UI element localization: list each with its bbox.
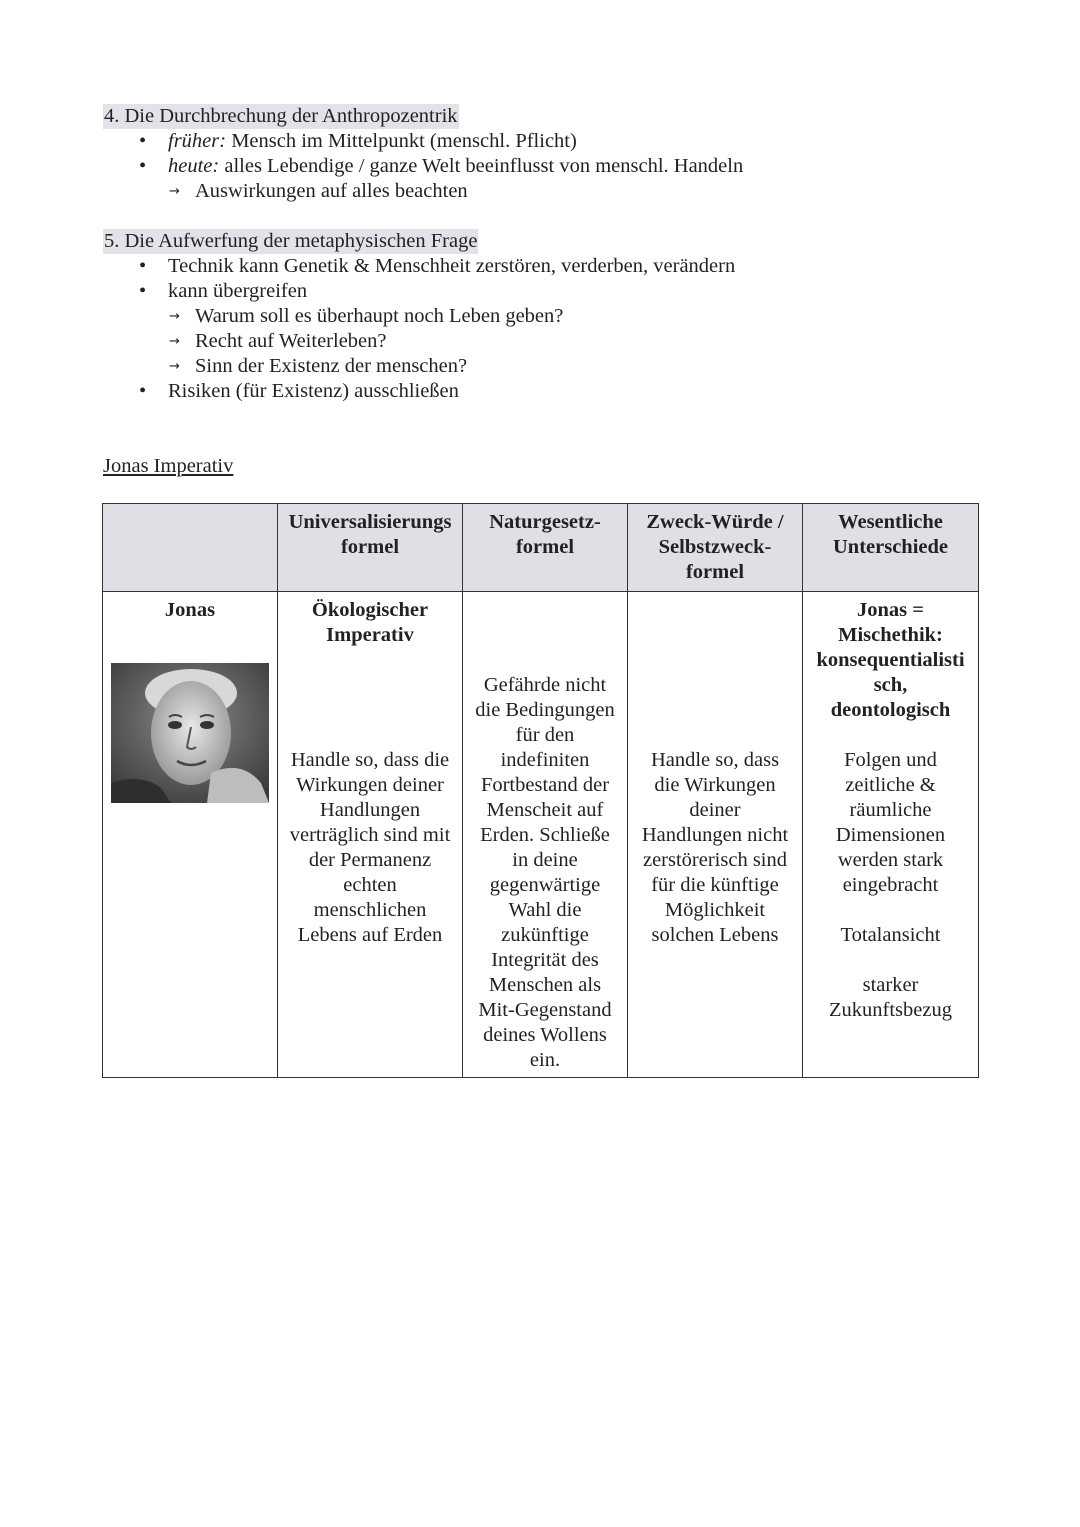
cell-universalisierung: Ökologischer Imperativ Handle so, dass die Wirkungen deiner Handlungen verträglich sind mit der Permanenz echten menschlichen Lebens auf Erden	[278, 592, 463, 1078]
arrow-item: → Warum soll es überhaupt noch Leben geben?	[169, 305, 564, 327]
cell-name	[103, 592, 278, 1078]
arrow-right-icon: →	[169, 359, 180, 374]
row-label: Jonas	[164, 599, 216, 621]
list-item: • heute: alles Lebendige / ganze Welt beeinflusst von menschl. Handeln	[168, 154, 743, 179]
arrow-right-icon: →	[169, 184, 180, 199]
table-header-row	[103, 504, 979, 592]
arrow-item: → Recht auf Weiterleben?	[169, 330, 387, 352]
header-empty	[103, 504, 278, 592]
list-item: • früher: Mensch im Mittelpunkt (menschl. Pflicht)	[168, 129, 577, 154]
header-zweck-wuerde: Zweck-Würde / Selbstzweck- formel	[628, 504, 803, 592]
header-naturgesetzformel: Naturgesetz- formel	[463, 504, 628, 592]
header-unterschiede: Wesentliche Unterschiede	[803, 504, 979, 592]
imperative-table	[102, 503, 979, 1078]
arrow-right-icon: →	[169, 309, 180, 324]
header-universalisierungsformel: Universalisierungs formel	[278, 504, 463, 592]
table-title: Jonas Imperativ	[103, 455, 234, 477]
section-4-heading: 4. Die Durchbrechung der Anthropozentrik	[104, 105, 458, 127]
arrow-item: → Auswirkungen auf alles beachten	[169, 180, 468, 202]
cell-naturgesetz: Gefährde nicht die Bedingungen für den indefiniten Fortbestand der Menscheit auf Erden. Schließe in deine gegenwärtige Wahl die zukünftige Integrität des Menschen als Mit-Gegenstand deines Wollens ein.	[463, 592, 628, 1078]
list-item: • Risiken (für Existenz) ausschließen	[168, 379, 459, 404]
section-5-heading: 5. Die Aufwerfung der metaphysischen Frage	[104, 230, 478, 252]
portrait-photo-icon	[111, 663, 269, 803]
arrow-right-icon: →	[169, 334, 180, 349]
arrow-item: → Sinn der Existenz der menschen?	[169, 355, 468, 377]
table-row	[103, 592, 979, 1078]
list-item: • Technik kann Genetik & Menschheit zerstören, verderben, verändern	[168, 254, 735, 279]
cell-unterschiede: Jonas = Mischethik: konsequentialisti sch, deontologisch Folgen und zeitliche & räumliche Dimensionen werden stark eingebracht Totalansicht starker Zukunftsbezug	[803, 592, 979, 1078]
list-item: • kann übergreifen	[168, 279, 307, 304]
cell-zweck-wuerde: Handle so, dass die Wirkungen deiner Handlungen nicht zerstörerisch sind für die künftige Möglichkeit solchen Lebens	[628, 592, 803, 1078]
